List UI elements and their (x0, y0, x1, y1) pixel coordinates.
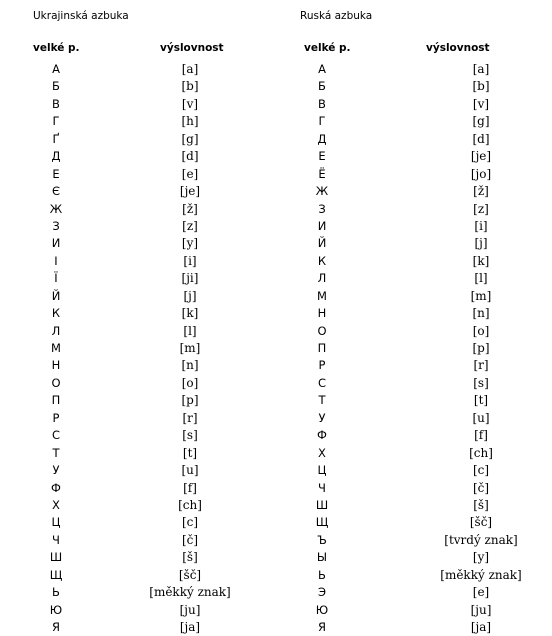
table-row (276, 445, 552, 462)
pronunciation: [b] (472, 79, 490, 94)
pronunciation: [m] (470, 288, 492, 303)
pronunciation: [c] (181, 515, 199, 530)
capital-letter: У (318, 410, 326, 425)
letter-table (276, 61, 552, 636)
capital-letter: Ь (318, 567, 326, 582)
pronunciation: [k] (181, 306, 199, 321)
capital-letter: Т (318, 393, 326, 408)
capital-letter: К (51, 306, 61, 321)
table-row (276, 532, 552, 549)
pronunciation: [ji] (181, 271, 199, 286)
capital-letter: Ъ (317, 532, 327, 547)
capital-letter: Ж (49, 201, 63, 216)
table-row (276, 270, 552, 287)
capital-letter: Ч (52, 532, 60, 547)
table-row (276, 113, 552, 130)
capital-letter: Г (52, 114, 60, 129)
table-row (0, 567, 276, 584)
capital-letter: Ф (51, 480, 61, 495)
pronunciation: [u] (181, 463, 199, 478)
capital-letter: Ё (318, 166, 326, 181)
capital-letter: Щ (49, 567, 63, 582)
table-row (276, 166, 552, 183)
table-row (0, 619, 276, 636)
table-row (276, 392, 552, 409)
capital-letter: П (51, 393, 61, 408)
table-row (276, 427, 552, 444)
table-row (0, 288, 276, 305)
pronunciation: [z] (473, 201, 489, 216)
pronunciation: [j] (183, 288, 197, 303)
table-row (0, 462, 276, 479)
table-row (276, 357, 552, 374)
pronunciation: [je] (470, 149, 492, 164)
table-row (276, 218, 552, 235)
capital-letter: У (52, 463, 60, 478)
pronunciation: [d] (181, 149, 199, 164)
table-row (276, 462, 552, 479)
column-header-letter: velké p. (33, 42, 80, 54)
capital-letter: О (317, 323, 327, 338)
pronunciation: [s] (182, 428, 198, 443)
capital-letter: Ї (54, 271, 58, 286)
capital-letter: Д (51, 149, 61, 164)
capital-letter: Э (317, 585, 327, 600)
pronunciation: [i] (183, 253, 197, 268)
pronunciation: [tvrdý znak] (444, 532, 518, 547)
pronunciation: [y] (181, 236, 199, 251)
capital-letter: М (51, 341, 61, 355)
pronunciation: [r] (473, 358, 489, 373)
pronunciation: [č] (472, 480, 490, 495)
pronunciation: [měkký znak] (149, 585, 231, 600)
capital-letter: С (317, 375, 327, 390)
table-row (0, 131, 276, 148)
table-row (276, 61, 552, 78)
table-row (276, 567, 552, 584)
capital-letter: Л (317, 271, 327, 286)
capital-letter: Р (52, 410, 60, 425)
capital-letter: Ь (52, 585, 60, 600)
table-row (276, 480, 552, 497)
table-row (276, 96, 552, 113)
capital-letter: Ц (51, 515, 61, 530)
capital-letter: Р (318, 358, 326, 373)
table-row (276, 183, 552, 200)
capital-letter: Е (52, 166, 60, 181)
pronunciation: [ja] (470, 620, 492, 634)
capital-letter: Ф (317, 428, 327, 443)
table-row (276, 514, 552, 531)
pronunciation: [šč] (178, 567, 202, 582)
table-row (0, 218, 276, 235)
table-row (0, 166, 276, 183)
table-row (276, 410, 552, 427)
pronunciation: [ž] (182, 201, 198, 216)
table-row (276, 235, 552, 252)
table-row (276, 584, 552, 601)
capital-letter: С (51, 428, 61, 443)
pronunciation: [jo] (470, 166, 492, 181)
table-row (0, 392, 276, 409)
pronunciation: [f] (474, 428, 488, 443)
capital-letter: З (318, 201, 326, 216)
section-title: Ruská azbuka (300, 10, 373, 22)
pronunciation: [t] (182, 445, 198, 460)
capital-letter: Ч (318, 480, 326, 495)
capital-letter: І (54, 253, 58, 268)
pronunciation: [c] (472, 463, 490, 478)
capital-letter: Б (318, 79, 326, 94)
pronunciation: [ja] (179, 620, 201, 634)
table-row (276, 131, 552, 148)
pronunciation: [m] (179, 341, 201, 355)
pronunciation: [p] (472, 341, 490, 355)
capital-letter: И (51, 236, 61, 251)
capital-letter: Ы (316, 550, 328, 565)
table-row (0, 78, 276, 95)
pronunciation: [ch] (178, 497, 202, 512)
pronunciation: [e] (181, 166, 199, 181)
capital-letter: К (317, 253, 327, 268)
pronunciation: [š] (182, 550, 198, 565)
table-row (0, 584, 276, 601)
pronunciation: [g] (472, 114, 490, 129)
table-row (276, 148, 552, 165)
capital-letter: А (52, 62, 60, 76)
pronunciation: [f] (183, 480, 197, 495)
pronunciation: [l] (183, 323, 197, 338)
capital-letter: М (317, 288, 327, 303)
table-row (0, 357, 276, 374)
table-row (0, 340, 276, 357)
pronunciation: [o] (181, 375, 199, 390)
table-row (276, 375, 552, 392)
pronunciation: [p] (181, 393, 199, 408)
pronunciation: [l] (474, 271, 488, 286)
table-row (276, 619, 552, 636)
table-row (0, 532, 276, 549)
pronunciation: [v] (181, 96, 199, 111)
pronunciation: [šč] (469, 515, 493, 530)
table-row (0, 253, 276, 270)
section-title: Ukrajinská azbuka (33, 10, 129, 22)
capital-letter: П (317, 341, 327, 355)
column-header-letter: velké p. (304, 42, 351, 54)
capital-letter: Й (51, 288, 61, 303)
capital-letter: И (317, 218, 327, 233)
pronunciation: [e] (472, 585, 490, 600)
capital-letter: Х (52, 497, 60, 512)
table-row (0, 445, 276, 462)
capital-letter: Б (52, 79, 60, 94)
pronunciation: [ž] (473, 184, 489, 199)
table-row (276, 602, 552, 619)
table-row (276, 288, 552, 305)
table-row (0, 183, 276, 200)
table-row (0, 480, 276, 497)
table-row (0, 235, 276, 252)
pronunciation: [h] (181, 114, 199, 129)
table-row (0, 148, 276, 165)
table-row (0, 375, 276, 392)
capital-letter: Н (51, 358, 61, 373)
capital-letter: Ж (315, 184, 329, 199)
capital-letter: Х (318, 445, 326, 460)
capital-letter: В (318, 96, 326, 111)
capital-letter: Е (318, 149, 326, 164)
capital-letter: Д (317, 131, 327, 146)
pronunciation: [u] (472, 410, 490, 425)
capital-letter: Г (318, 114, 326, 129)
table-row (0, 410, 276, 427)
table-row (276, 340, 552, 357)
pronunciation: [č] (181, 532, 199, 547)
capital-letter: Я (52, 620, 60, 634)
pronunciation: [g] (181, 131, 199, 146)
table-row (276, 201, 552, 218)
table-row (276, 323, 552, 340)
pronunciation: [n] (472, 306, 490, 321)
pronunciation: [š] (473, 497, 489, 512)
capital-letter: Ц (317, 463, 327, 478)
table-row (0, 602, 276, 619)
capital-letter: Є (51, 184, 61, 199)
capital-letter: Ґ (52, 131, 60, 146)
capital-letter: О (51, 375, 61, 390)
pronunciation: [i] (474, 218, 488, 233)
table-row (276, 253, 552, 270)
pronunciation: [je] (179, 184, 201, 199)
capital-letter: Щ (315, 515, 329, 530)
table-row (0, 113, 276, 130)
capital-letter: Ю (315, 602, 329, 617)
table-row (0, 61, 276, 78)
table-row (0, 514, 276, 531)
column-header-pronunciation: výslovnost (426, 42, 490, 54)
pronunciation: [a] (472, 62, 490, 76)
capital-letter: З (52, 218, 60, 233)
column-header-pronunciation: výslovnost (160, 42, 224, 54)
table-row (0, 201, 276, 218)
capital-letter: Л (51, 323, 61, 338)
table-row (0, 305, 276, 322)
capital-letter: Й (317, 236, 327, 251)
capital-letter: Ш (49, 550, 63, 565)
pronunciation: [ju] (470, 602, 492, 617)
table-row (0, 96, 276, 113)
capital-letter: Н (317, 306, 327, 321)
pronunciation: [měkký znak] (440, 567, 522, 582)
letter-table (0, 61, 276, 636)
table-row (0, 323, 276, 340)
table-row (0, 270, 276, 287)
capital-letter: Ш (315, 497, 329, 512)
table-row (276, 549, 552, 566)
pronunciation: [s] (473, 375, 489, 390)
capital-letter: А (318, 62, 326, 76)
table-row (276, 305, 552, 322)
pronunciation: [o] (472, 323, 490, 338)
pronunciation: [z] (182, 218, 198, 233)
pronunciation: [t] (473, 393, 489, 408)
pronunciation: [d] (472, 131, 490, 146)
table-row (276, 78, 552, 95)
table-row (0, 549, 276, 566)
pronunciation: [ch] (469, 445, 493, 460)
table-row (0, 427, 276, 444)
capital-letter: Т (52, 445, 60, 460)
pronunciation: [v] (472, 96, 490, 111)
pronunciation: [a] (181, 62, 199, 76)
pronunciation: [ju] (179, 602, 201, 617)
pronunciation: [y] (472, 550, 490, 565)
pronunciation: [b] (181, 79, 199, 94)
capital-letter: В (52, 96, 60, 111)
capital-letter: Ю (49, 602, 63, 617)
capital-letter: Я (318, 620, 326, 634)
pronunciation: [n] (181, 358, 199, 373)
pronunciation: [r] (182, 410, 198, 425)
pronunciation: [k] (472, 253, 490, 268)
table-row (276, 497, 552, 514)
table-row (0, 497, 276, 514)
pronunciation: [j] (474, 236, 488, 251)
